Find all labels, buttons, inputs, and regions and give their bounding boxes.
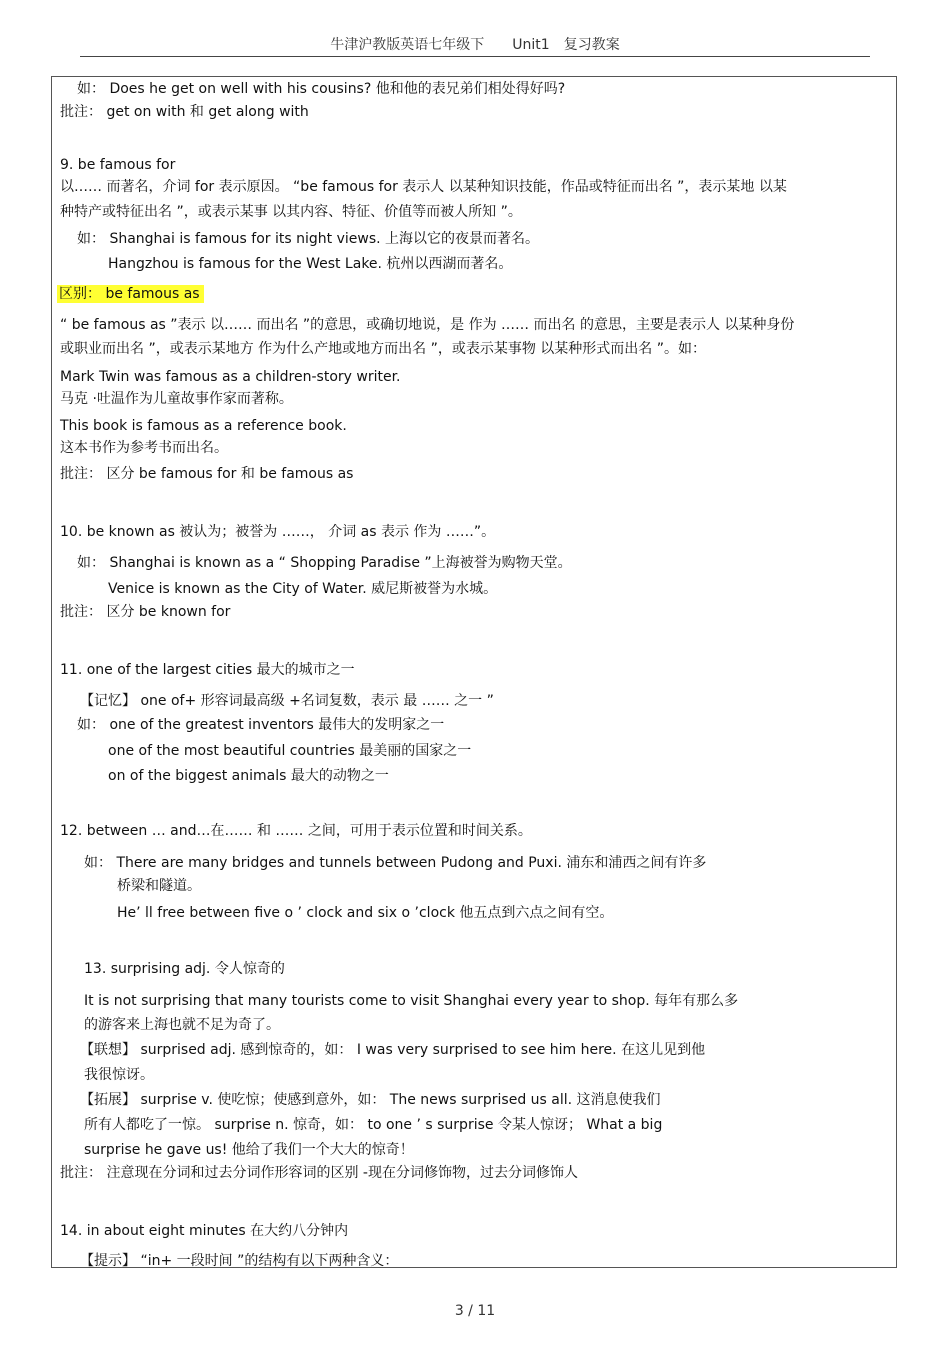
distinction-label bbox=[57, 283, 204, 305]
text-line: He’ ll free between five o ’ clock and six o ’clock 他五点到六点之间有空。 bbox=[117, 905, 614, 921]
text-line: 10. be known as 被认为；被誉为 ……， 介词 as 表示 作为 ……”。 bbox=[60, 524, 496, 540]
text-line: Hangzhou is famous for the West Lake. 杭州以西湖而著名。 bbox=[108, 256, 513, 272]
text-line: It is not surprising that many tourists come to visit Shanghai every year to shop. 每年有那么多 bbox=[84, 993, 739, 1009]
text-line: 【记忆】 one of+ 形容词最高级 +名词复数，表示 最 …… 之一 ” bbox=[80, 693, 494, 709]
text-line: Venice is known as the City of Water. 威尼斯被誉为水城。 bbox=[108, 581, 498, 597]
text-line: 桥梁和隧道。 bbox=[117, 878, 201, 894]
text-line: 如： one of the greatest inventors 最伟大的发明家之一 bbox=[77, 717, 445, 733]
text-line: 9. be famous for bbox=[60, 157, 176, 173]
text-line: 这本书作为参考书而出名。 bbox=[60, 440, 228, 456]
header-rule bbox=[80, 56, 870, 57]
text-line: 如： Does he get on well with his cousins? 他和他的表兄弟们相处得好吗? bbox=[77, 81, 566, 97]
text-line: 【联想】 surprised adj. 感到惊奇的，如： I was very surprised to see him here. 在这儿见到他 bbox=[80, 1042, 706, 1058]
text-line: surprise he gave us! 他给了我们一个大大的惊奇！ bbox=[84, 1142, 414, 1158]
text-line: 或职业而出名 ”，或表示某地方 作为什么产地或地方而出名 ”，或表示某事物 以某种形式而出名 ”。如： bbox=[60, 341, 707, 357]
text-line: on of the biggest animals 最大的动物之一 bbox=[108, 768, 389, 784]
text-line: “ be famous as ”表示 以…… 而出名 ”的意思，或确切地说，是 作为 …… 而出名 的意思，主要是表示人 以某种身份 bbox=[60, 317, 795, 333]
text-line: 所有人都吃了一惊。 surprise n. 惊奇，如： to one ’ s surprise 令某人惊讶； What a big bbox=[84, 1117, 663, 1133]
text-line: 的游客来上海也就不足为奇了。 bbox=[84, 1017, 280, 1033]
text-line: 以…… 而著名，介词 for 表示原因。 “be famous for 表示人 以某种知识技能，作品或特征而出名 ”，表示某地 以某 bbox=[60, 179, 787, 195]
text-line: 如： There are many bridges and tunnels between Pudong and Puxi. 浦东和浦西之间有许多 bbox=[84, 855, 707, 871]
text-line: 如： Shanghai is known as a “ Shopping Paradise ”上海被誉为购物天堂。 bbox=[77, 555, 572, 571]
text-line: 批注： 区分 be famous for 和 be famous as bbox=[60, 466, 354, 482]
text-line: 【提示】 “in+ 一段时间 ”的结构有以下两种含义： bbox=[80, 1253, 399, 1269]
text-line: 批注： get on with 和 get along with bbox=[60, 104, 309, 120]
text-line: 12. between … and…在…… 和 …… 之间，可用于表示位置和时间关系。 bbox=[60, 823, 532, 839]
text-line: 马克 ·吐温作为儿童故事作家而著称。 bbox=[60, 391, 293, 407]
text-line: 批注： 注意现在分词和过去分词作形容词的区别 -现在分词修饰物，过去分词修饰人 bbox=[60, 1165, 578, 1181]
page-header: 牛津沪教版英语七年级下 Unit1 复习教案 bbox=[330, 37, 620, 53]
text-line: 【拓展】 surprise v. 使吃惊；使感到意外，如： The news surprised us all. 这消息使我们 bbox=[80, 1092, 661, 1108]
text-line: 我很惊讶。 bbox=[84, 1067, 154, 1083]
text-line: 11. one of the largest cities 最大的城市之一 bbox=[60, 662, 355, 678]
highlighted-text: 区别： be famous as bbox=[57, 285, 204, 303]
text-line: This book is famous as a reference book. bbox=[60, 418, 347, 434]
text-line: 如： Shanghai is famous for its night views. 上海以它的夜景而著名。 bbox=[77, 231, 540, 247]
text-line: 13. surprising adj. 令人惊奇的 bbox=[84, 961, 285, 977]
page-number: 3 / 11 bbox=[454, 1303, 496, 1319]
text-line: 批注： 区分 be known for bbox=[60, 604, 231, 620]
text-line: Mark Twin was famous as a children-story writer. bbox=[60, 369, 401, 385]
text-line: one of the most beautiful countries 最美丽的国家之一 bbox=[108, 743, 472, 759]
text-line: 种特产或特征出名 ”，或表示某事 以其内容、特征、价值等而被人所知 ”。 bbox=[60, 204, 522, 220]
text-line: 14. in about eight minutes 在大约八分钟内 bbox=[60, 1223, 349, 1239]
